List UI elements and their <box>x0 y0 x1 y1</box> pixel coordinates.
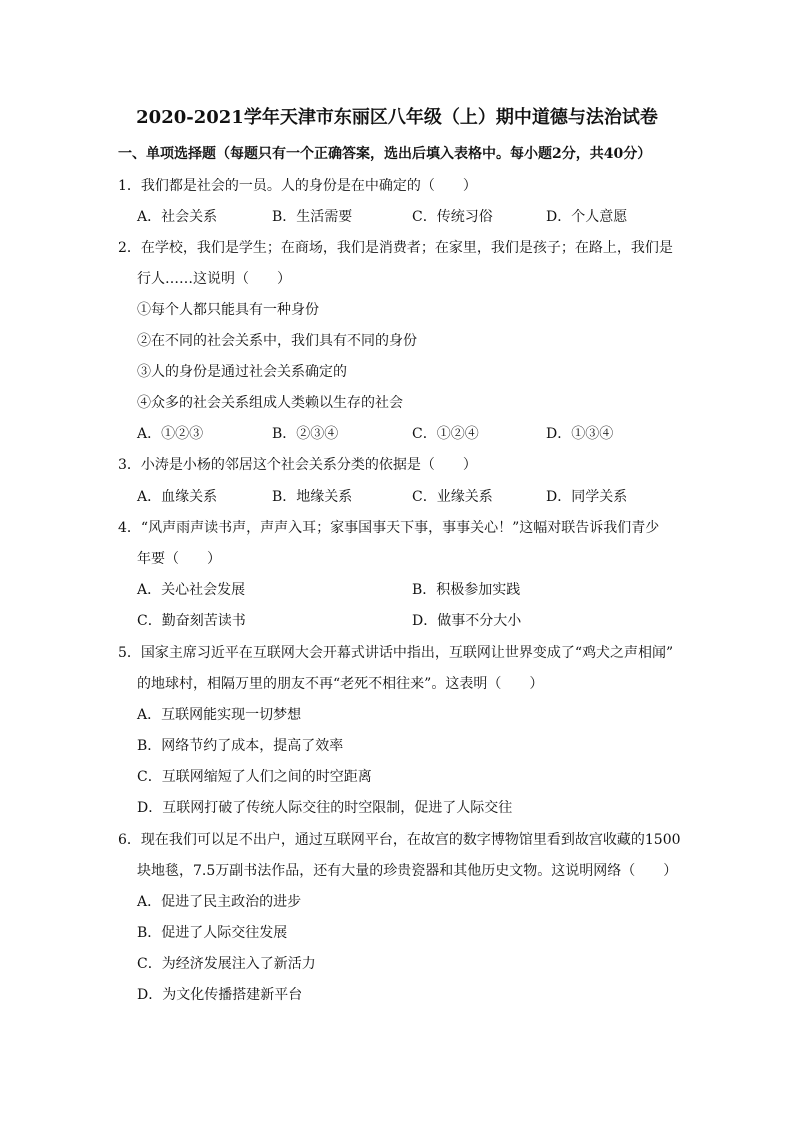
question-5-stem-line-1: 5．国家主席习近平在互联网大会开幕式讲话中指出，互联网让世界变成了“鸡犬之声相闻” <box>118 645 674 661</box>
question-3-stem: 3．小涛是小杨的邻居这个社会关系分类的依据是（ ） <box>118 457 477 473</box>
section-heading: 一、单项选择题（每题只有一个正确答案，选出后填入表格中。每小题2分，共40分） <box>118 146 652 162</box>
question-1-stem: 1．我们都是社会的一员。人的身份是在中确定的（ ） <box>118 178 477 194</box>
question-4-stem-line-1: 4．“风声雨声读书声，声声入耳；家事国事天下事，事事关心！”这幅对联告诉我们青少 <box>118 520 660 536</box>
question-3-option-b: B．地缘关系 <box>272 489 353 505</box>
question-4-option-a: A．关心社会发展 <box>137 582 246 598</box>
question-6-option-b: B．促进了人际交往发展 <box>137 925 288 941</box>
question-2-statement-4: ④众多的社会关系组成人类赖以生存的社会 <box>137 395 403 411</box>
question-2-option-b: B．②③④ <box>272 426 339 442</box>
question-4-option-b: B．积极参加实践 <box>412 582 521 598</box>
question-5-stem-line-2: 的地球村，相隔万里的朋友不再“老死不相往来”。这表明（ ） <box>137 676 544 692</box>
page-title: 2020-2021学年天津市东丽区八年级（上）期中道德与法治试卷 <box>136 107 658 128</box>
question-2-statement-1: ①每个人都只能具有一种身份 <box>137 302 319 318</box>
question-4-option-d: D．做事不分大小 <box>412 613 522 629</box>
question-1-option-d: D．个人意愿 <box>546 209 628 225</box>
question-2-option-a: A．①②③ <box>137 426 204 442</box>
question-5-option-c: C．互联网缩短了人们之间的时空距离 <box>137 769 372 785</box>
question-5-option-d: D．互联网打破了传统人际交往的时空限制，促进了人际交往 <box>137 800 513 816</box>
question-6-stem-line-1: 6．现在我们可以足不出户，通过互联网平台，在故宫的数字博物馆里看到故宫收藏的1500 <box>118 832 681 848</box>
question-2-option-c: C．①②④ <box>412 426 479 442</box>
question-2-stem-line-1: 2．在学校，我们是学生；在商场，我们是消费者；在家里，我们是孩子；在路上，我们是 <box>118 240 673 256</box>
question-5-option-a: A．互联网能实现一切梦想 <box>137 707 302 723</box>
question-1-option-a: A．社会关系 <box>137 209 218 225</box>
question-6-stem-line-2: 块地毯，7.5万副书法作品，还有大量的珍贵瓷器和其他历史文物。这说明网络（ ） <box>137 863 678 879</box>
question-6-option-d: D．为文化传播搭建新平台 <box>137 987 303 1003</box>
question-1-option-b: B．生活需要 <box>272 209 353 225</box>
question-6-option-a: A．促进了民主政治的进步 <box>137 894 302 910</box>
question-1-option-c: C．传统习俗 <box>412 209 493 225</box>
question-3-option-c: C．业缘关系 <box>412 489 493 505</box>
question-4-option-c: C．勤奋刻苦读书 <box>137 613 246 629</box>
question-2-stem-line-2: 行人……这说明（ ） <box>137 271 291 287</box>
question-2-statement-3: ③人的身份是通过社会关系确定的 <box>137 364 347 380</box>
question-6-option-c: C．为经济发展注入了新活力 <box>137 956 316 972</box>
question-4-stem-line-2: 年要（ ） <box>137 551 221 567</box>
question-2-statement-2: ②在不同的社会关系中，我们具有不同的身份 <box>137 333 417 349</box>
question-3-option-a: A．血缘关系 <box>137 489 218 505</box>
question-2-option-d: D．①③④ <box>546 426 614 442</box>
question-3-option-d: D．同学关系 <box>546 489 628 505</box>
question-5-option-b: B．网络节约了成本，提高了效率 <box>137 738 344 754</box>
